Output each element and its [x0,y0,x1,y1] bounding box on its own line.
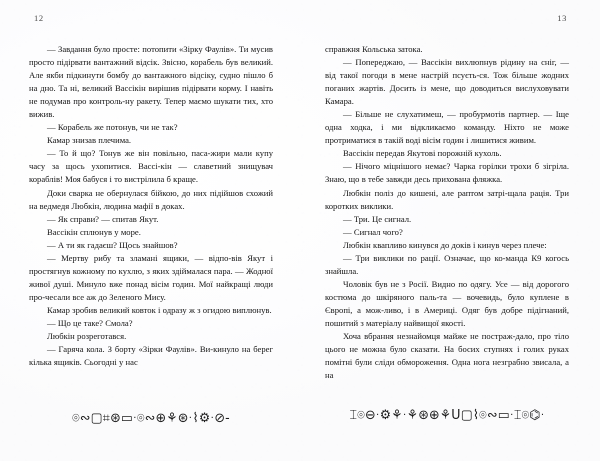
paragraph: — Що це таке? Смола? [47,317,133,328]
ornament-glyph: ∾ [144,409,156,426]
ornament-glyph: ⚙ [198,409,211,426]
ornament-glyph: U [451,406,461,423]
page-number-right: 13 [557,13,567,23]
ornament-glyph: ⚘ [166,409,178,426]
ornament-glyph: ⌶ [349,406,358,423]
page-number-left: 12 [34,13,44,23]
paragraph: — То й що? Тонув же він повільно, паса-жири мали купу часу за щось ухопитися. Вассі-кін — славетний знищувач кораблів! Моя бабуся і то вистрілила б краще. [29,148,273,185]
paragraph: Вассікін передав Якутові порожній кухоль. [343,148,502,159]
ornament-glyph: ⌇ [192,409,199,426]
paragraph: — Більше не слухатимеш, — пробурмотів партнер. — Іще одна ходка, і ми відкликаємо команду. Ніхто не може протриматися в такій воді вісім годин і лишитися живим. [325,109,569,146]
paragraph: — Корабель же потонув, чи не так? [47,122,178,133]
ornament-glyph: ⊛ [110,409,121,426]
ornamental-divider-left [29,409,273,426]
ornament-glyph: ▭ [497,406,510,423]
ornament-dot: · [133,412,137,424]
right-page [300,0,600,461]
left-page-textblock [29,43,273,369]
ornament-glyph: ⌗ [102,409,111,426]
paragraph: Камар зробив великий ковток і одразу ж з огидою виплюнув. [47,304,272,315]
ornament-glyph: ⌇ [472,406,480,423]
ornament-glyph: ⊛ [418,406,430,423]
ornament-dot: · [540,409,545,421]
paragraph: справжня Кольська затока. [325,44,423,54]
ornament-glyph: ⚘ [439,406,452,423]
paragraph: — Нічого міцнішого немає? Чарка горілки трохи б зігріла. Знаю, що в тебе завжди десь прихована фляжка. [325,161,569,185]
ornament-glyph: - [225,409,230,426]
paragraph: Доки сварка не обернулася бійкою, до них підійшов схожий на ведмедя Любкін, людина мафії в доках. [29,187,273,211]
paragraph: Камар знизав плечима. [47,135,132,146]
paragraph: Любкін поліз до кишені, але раптом затрі-щала рація. Три коротких виклики. [325,187,569,211]
ornament-glyph: ▢ [460,406,473,423]
ornament-glyph: ⊕ [429,406,440,423]
paragraph: — Сигнал чого? [343,226,403,237]
ornament-dot: · [510,409,514,421]
ornament-glyph: ⚘ [391,406,403,423]
ornament-dot: · [188,412,193,424]
ornament-glyph: ⚘ [406,406,419,423]
paragraph: — А ти як гадаєш? Щось знайшов? [47,239,178,250]
paragraph: — Як справи? — спитав Якут. [47,213,159,224]
ornament-glyph: ⌾ [72,409,80,426]
paragraph: — Гаряча кола. З борту «Зірки Фаулів». Ви-кинуло на берег кілька ящиків. Сьогодні у нас [29,344,273,368]
ornament-dot: · [376,409,380,421]
ornament-glyph: ⊖ [364,406,376,423]
ornament-glyph: ⌾ [136,409,145,426]
ornament-dot: · [403,409,407,421]
paragraph: Чоловік був не з Росії. Видно по одягу. Усе — від дорогого костюма до шкіряного паль-та — вочевидь, було куплене в Європі, а мож-ливо, і в Америці. Одяг був добре підігнаний, пошитий з матеріалу найвищої якості. [325,278,569,328]
paragraph: Любкін квапливо кинувся до доків і кинув через плече: [343,239,547,250]
ornament-glyph: ▢ [90,409,103,426]
ornament-glyph: ⚙ [379,406,392,423]
paragraph: — Мертву рибу та зламані ящики, — відпо-вів Якут і простягнув кожному по кухлю, з яких здіймалася пара. — Жодної живої душі. Минуло вже понад вісім годин. Мої найкращі люди про-чесали все аж до Зеленого Мису. [29,252,273,302]
ornament-glyph: ⌶ [513,406,522,423]
ornament-glyph: ⌾ [479,406,487,423]
ornament-dot: · [210,412,215,424]
ornament-glyph: ∾ [79,409,91,426]
ornament-glyph: ⊘ [214,409,226,426]
ornamental-divider-right [325,406,569,423]
ornament-glyph: ▭ [120,409,133,426]
paragraph: — Завдання було просте: потопити «Зірку Фаулів». Ти мусив просто підірвати вантажний відсік. Звісно, корабель був великий. Але якби підкинути бомбу до вантажного відсіку, судно пішло б на дно. Та ні, великий Вассікін вирішив підірвати корму. І навіть не подумав про контроль-ну ракету. Тепер маємо шукати тих, хто вижив. [29,44,273,120]
ornament-glyph: ⊛ [177,409,189,426]
right-page-textblock [325,43,569,382]
ornament-glyph: ∾ [486,406,498,423]
ornament-glyph: ⌾ [357,406,365,423]
ornament-glyph: ⊕ [155,409,167,426]
paragraph: — Попереджаю, — Вассікін вихлюпнув рідину на сніг, — від такої погоди в мене настрій псуєть-ся. Тож більше жодних поганих жартів. Досить із мене, що доводиться вислуховувати Камара. [325,57,569,107]
paragraph: — Три виклики по рації. Означає, що ко-манда К9 когось знайшла. [325,252,569,276]
paragraph: Вассікін сплюнув у море. [47,226,141,237]
paragraph: Хоча вбрання незнайомця майже не постраж-дало, про тіло цього не можна було сказати. На босих ступнях і голих руках помітні були сліди обмороження. Одна нога незграбно звисала, а на [325,331,569,381]
paragraph: Любкін розреготався. [47,331,127,342]
paragraph: — Три. Це сигнал. [343,213,412,224]
ornament-glyph: ⌬ [529,406,541,423]
ornament-glyph: ⌾ [521,406,530,423]
